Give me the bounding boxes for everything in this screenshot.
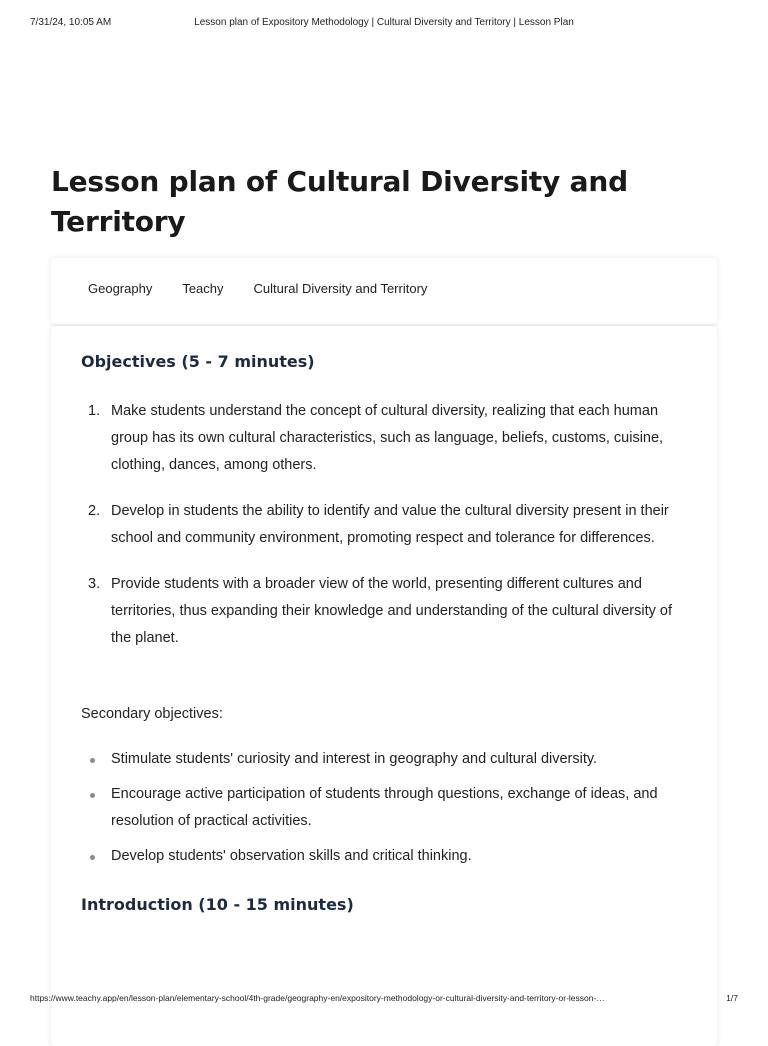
list-item-text: Make students understand the concept of cultural diversity, realizing that each human group has its own cultural characteristics, such as language, beliefs, customs, cuisine, clothing, dances, among others.: [111, 403, 664, 473]
print-footer: [30, 993, 738, 1007]
print-document-title: Lesson plan of Expository Methodology | Cultural Diversity and Territory | Lesson Plan: [194, 17, 574, 28]
introduction-heading: Introduction (10 - 15 minutes): [81, 895, 354, 914]
list-item: [81, 398, 691, 479]
objectives-list: [81, 398, 691, 671]
page-title: Lesson plan of Cultural Diversity and Territory: [51, 165, 628, 238]
objectives-heading: Objectives (5 - 7 minutes): [81, 352, 315, 371]
bullet-icon: [90, 855, 95, 860]
list-item: [81, 746, 691, 773]
list-item-text: Stimulate students' curiosity and interest in geography and cultural diversity.: [111, 751, 598, 767]
page-url: https://www.teachy.app/en/lesson-plan/elementary-school/4th-grade/geography-en/expository-methodology-or-cultural-diversity-and-territory-or-lesson-…: [30, 993, 605, 1003]
list-item-text: Develop in students the ability to identify and value the cultural diversity present in their school and community environment, promoting respect and tolerance for differences.: [111, 503, 669, 546]
secondary-objectives-list: [81, 746, 691, 878]
list-item: [81, 571, 691, 652]
list-item-text: Provide students with a broader view of the world, presenting different cultures and territories, thus expanding their knowledge and understanding of the cultural diversity of the planet.: [111, 576, 672, 646]
tag-cultural-diversity[interactable]: Cultural Diversity and Territory: [253, 281, 428, 296]
list-number: 3.: [88, 576, 101, 592]
tag-teachy[interactable]: Teachy: [182, 281, 224, 296]
list-number: 2.: [88, 503, 101, 519]
list-number: 1.: [88, 403, 101, 419]
tag-bar: [51, 258, 717, 324]
list-item-text: Encourage active participation of students through questions, exchange of ideas, and resolution of practical activities.: [111, 786, 658, 829]
tag-geography[interactable]: Geography: [88, 281, 153, 296]
bullet-icon: [90, 793, 95, 798]
list-item: [81, 781, 691, 835]
list-item: [81, 843, 691, 870]
print-date: 7/31/24, 10:05 AM: [30, 17, 112, 28]
page-number: 1/7: [726, 993, 738, 1003]
list-item-text: Develop students' observation skills and critical thinking.: [111, 848, 472, 864]
print-header: [30, 17, 738, 33]
secondary-objectives-label: Secondary objectives:: [81, 706, 223, 722]
list-item: [81, 498, 691, 552]
bullet-icon: [90, 758, 95, 763]
